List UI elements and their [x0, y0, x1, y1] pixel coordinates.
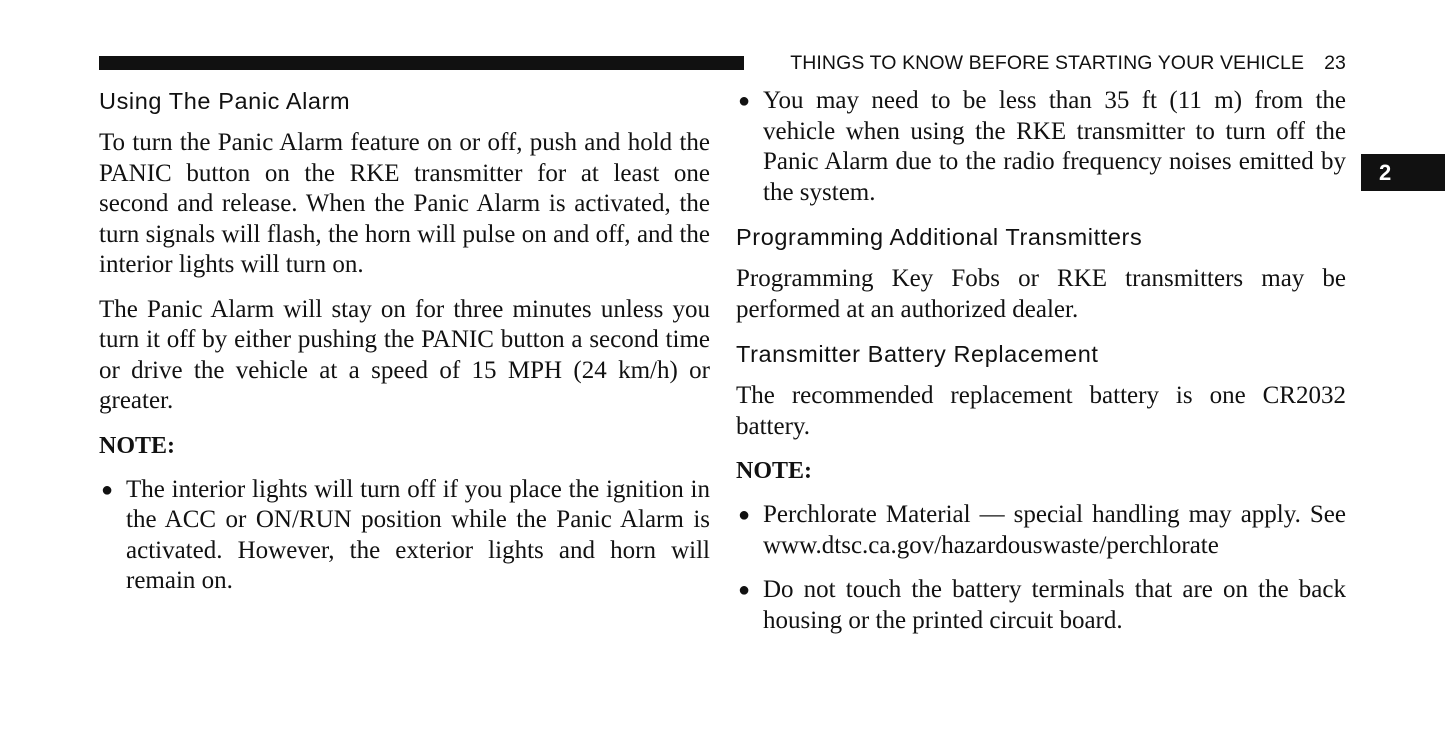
list-item: [736, 86, 1346, 208]
bullet-icon: ●: [101, 478, 114, 501]
page-number: 23: [1324, 52, 1346, 74]
note-label: NOTE:: [99, 432, 176, 459]
list-item: [736, 575, 1346, 636]
list-item: [736, 500, 1346, 561]
list-item-text: The interior lights will turn off if you place the ignition in the ACC or ON/RUN position while the Panic Alarm is activated. However, the exterior lights and horn will remain on.: [126, 475, 710, 594]
left-column: [99, 86, 710, 611]
section-title: THINGS TO KNOW BEFORE STARTING YOUR VEHICLE: [790, 52, 1305, 74]
paragraph-panic-toggle: To turn the Panic Alarm feature on or off, push and hold the PANIC button on the RKE transmitter for at least one second and release. When the Panic Alarm is activated, the turn signals will flash, the horn will pulse on and off, and the interior lights will turn on.: [99, 129, 710, 278]
battery-note-list: [736, 500, 1346, 636]
bullet-icon: ●: [738, 579, 751, 601]
bullet-icon: ●: [738, 90, 751, 112]
note-label: NOTE:: [736, 458, 813, 484]
heading-programming-transmitters: Programming Additional Transmitters: [736, 224, 1143, 250]
bullet-icon: ●: [738, 504, 751, 526]
header-rule: [99, 56, 744, 70]
running-header: [758, 52, 1346, 75]
right-column: [736, 86, 1346, 650]
list-item-text: You may need to be less than 35 ft (11 m) from the vehicle when using the RKE transmitter to turn off the Panic Alarm due to the radio frequency noises emitted by the system.: [763, 87, 1346, 206]
heading-battery-replacement: Transmitter Battery Replacement: [736, 341, 1099, 367]
list-item-text: Do not touch the battery terminals that are on the back housing or the printed circuit board.: [763, 576, 1346, 634]
paragraph-panic-duration: The Panic Alarm will stay on for three minutes unless you turn it off by either pushing the PANIC button a second time or drive the vehicle at a speed of 15 MPH (24 km/h) or greater.: [99, 295, 710, 414]
paragraph-battery: The recommended replacement battery is one CR2032 battery.: [736, 382, 1346, 440]
paragraph-programming: Programming Key Fobs or RKE transmitters may be performed at an authorized dealer.: [736, 265, 1346, 323]
panic-bullets: [736, 86, 1346, 208]
list-item-text: Perchlorate Material — special handling may apply. See www.dtsc.ca.gov/hazardouswaste/perchlorate: [763, 501, 1346, 559]
heading-panic-alarm: Using The Panic Alarm: [99, 88, 351, 114]
note-list: [99, 475, 710, 597]
chapter-tab: 2: [1361, 154, 1445, 191]
list-item: [99, 475, 710, 597]
